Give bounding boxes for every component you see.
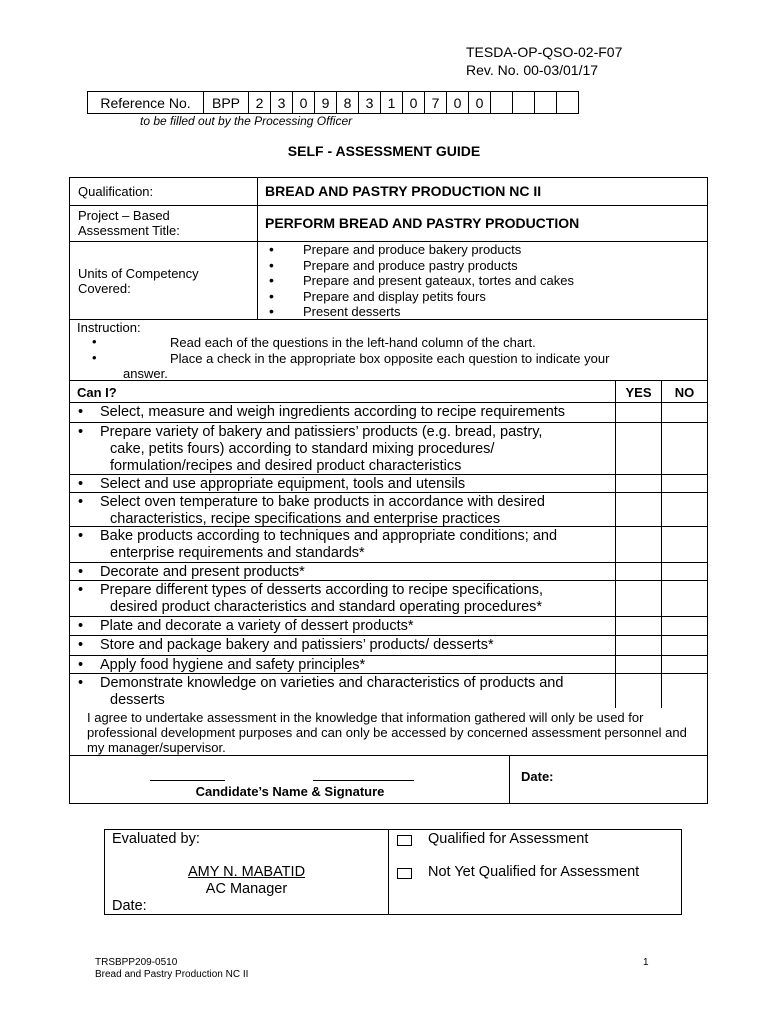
question-text: Prepare different types of desserts according to recipe specifications, (100, 582, 544, 598)
unit-item: • Prepare and display petits fours (265, 289, 574, 305)
signature-line[interactable] (150, 780, 225, 781)
qualification-row (70, 178, 707, 206)
reference-digit-cell[interactable]: 1 (381, 92, 403, 114)
no-checkbox-cell[interactable] (661, 656, 707, 673)
question-row (70, 581, 707, 617)
bullet-icon: • (78, 618, 84, 634)
question-row (70, 423, 707, 475)
not-qualified-label: Not Yet Qualified for Assessment (428, 864, 640, 880)
no-checkbox-cell[interactable] (661, 423, 707, 474)
bullet-icon: • (78, 657, 84, 673)
question-text: characteristics, recipe specifications and enterprise practices (110, 511, 501, 527)
instruction-item-continued: answer. (123, 366, 168, 381)
question-row (70, 656, 707, 674)
bullet-icon: • (78, 494, 84, 510)
can-i-header: Can I? (77, 385, 117, 400)
question-text: Select oven temperature to bake products in accordance with desired (100, 494, 545, 510)
question-row (70, 617, 707, 636)
reference-digit-cell[interactable]: 7 (425, 92, 447, 114)
evaluator-role: AC Manager (205, 881, 288, 897)
yes-checkbox-cell[interactable] (615, 403, 661, 422)
page-number: 1 (643, 957, 649, 968)
question-text: Store and package bakery and patissiers’ products/ desserts* (100, 637, 494, 653)
no-checkbox-cell[interactable] (661, 636, 707, 655)
yes-checkbox-cell[interactable] (615, 617, 661, 635)
signature-row (70, 756, 707, 803)
unit-item: • Present desserts (265, 304, 574, 320)
reference-digit-cell[interactable]: 0 (293, 92, 315, 114)
yes-header: YES (625, 385, 652, 400)
no-checkbox-cell[interactable] (661, 563, 707, 580)
unit-item: • Prepare and present gateaux, tortes and cakes (265, 273, 574, 289)
evaluated-by-label: Evaluated by: (112, 831, 200, 847)
qualified-checkbox[interactable] (397, 835, 412, 846)
instruction-item: Place a check in the appropriate box opposite each question to indicate your (170, 351, 610, 366)
form-code-block (466, 43, 622, 79)
yes-checkbox-cell[interactable] (615, 423, 661, 474)
candidate-label: Candidate’s Name & Signature (195, 784, 385, 799)
unit-item: • Prepare and produce bakery products (265, 242, 574, 258)
reference-digit-cell[interactable]: 0 (469, 92, 491, 114)
question-text: Bake products according to techniques and appropriate conditions; and (100, 528, 558, 544)
yes-checkbox-cell[interactable] (615, 581, 661, 616)
qualification-value: BREAD AND PASTRY PRODUCTION NC II (265, 183, 542, 199)
question-list (70, 403, 707, 708)
project-label: Project – Based Assessment Title: (78, 208, 180, 238)
question-row (70, 403, 707, 423)
reference-digit-cell[interactable] (513, 92, 535, 114)
question-row (70, 563, 707, 581)
qualified-label: Qualified for Assessment (428, 831, 589, 847)
form-code: TESDA-OP-QSO-02-F07 (466, 44, 623, 60)
question-text: Decorate and present products* (100, 564, 305, 580)
yes-checkbox-cell[interactable] (615, 674, 661, 708)
no-header: NO (674, 385, 695, 400)
bullet-icon: • (78, 528, 84, 544)
units-list (265, 242, 574, 320)
instruction-row (70, 320, 707, 381)
evaluation-box (104, 829, 682, 915)
question-text: Demonstrate knowledge on varieties and characteristics of products and (100, 675, 564, 691)
reference-digit-cell[interactable]: 2 (249, 92, 271, 114)
date-label: Date: (521, 769, 554, 784)
project-title: PERFORM BREAD AND PASTRY PRODUCTION (265, 215, 580, 231)
reference-digit-cell[interactable]: 3 (271, 92, 293, 114)
reference-digit-cell[interactable] (535, 92, 557, 114)
evaluator-block (105, 864, 388, 898)
reference-digit-cell[interactable]: 9 (315, 92, 337, 114)
signature-line[interactable] (313, 780, 414, 781)
question-text: desired product characteristics and standard operating procedures* (110, 599, 543, 615)
agreement-row (70, 708, 707, 756)
question-row (70, 674, 707, 708)
bullet-icon: • (78, 675, 84, 691)
question-text: Prepare variety of bakery and patissiers’ products (e.g. bread, pastry, (100, 424, 543, 440)
assessment-table (69, 177, 708, 804)
no-checkbox-cell[interactable] (661, 581, 707, 616)
yes-checkbox-cell[interactable] (615, 475, 661, 492)
footer (95, 957, 248, 981)
bullet-icon: • (78, 476, 84, 492)
question-row (70, 475, 707, 493)
reference-note: to be filled out by the Processing Officer (140, 114, 353, 128)
checklist-header-row (70, 381, 707, 403)
bullet-icon: • (78, 564, 84, 580)
footer-code: TRSBPP209-0510 (95, 957, 178, 968)
reference-digit-cell[interactable] (557, 92, 579, 114)
reference-digit-cell[interactable]: 0 (403, 92, 425, 114)
bullet-icon: • (92, 350, 97, 365)
units-row (70, 242, 707, 320)
bullet-icon: • (78, 582, 84, 598)
evaluator-name: AMY N. MABATID (187, 864, 306, 880)
question-text: Select, measure and weigh ingredients according to recipe requirements (100, 404, 566, 420)
yes-checkbox-cell[interactable] (615, 527, 661, 562)
no-checkbox-cell[interactable] (661, 493, 707, 526)
reference-label: Reference No. (88, 92, 204, 114)
question-text: cake, petits fours) according to standard mixing procedures/ (110, 441, 495, 457)
not-qualified-checkbox[interactable] (397, 868, 412, 879)
question-text: desserts (110, 692, 165, 708)
instruction-item: Read each of the questions in the left-hand column of the chart. (170, 335, 536, 350)
reference-prefix: BPP (204, 92, 249, 114)
bullet-icon: • (92, 334, 97, 349)
question-text: enterprise requirements and standards* (110, 545, 365, 561)
revision-number: Rev. No. 00-03/01/17 (466, 62, 599, 78)
no-checkbox-cell[interactable] (661, 617, 707, 635)
yes-checkbox-cell[interactable] (615, 563, 661, 580)
evaluation-date-label: Date: (112, 898, 147, 914)
unit-item: • Prepare and produce pastry products (265, 258, 574, 274)
bullet-icon: • (78, 637, 84, 653)
reference-number-row (87, 91, 579, 114)
reference-digit-cell[interactable]: 0 (447, 92, 469, 114)
agreement-text: I agree to undertake assessment in the knowledge that information gathered will only be used for professional development purposes and can only be accessed by concerned assessment personnel and my manager/supervisor. (87, 710, 687, 755)
no-checkbox-cell[interactable] (661, 403, 707, 422)
project-row (70, 206, 707, 242)
question-text: Apply food hygiene and safety principles* (100, 657, 366, 673)
question-row (70, 636, 707, 656)
instruction-label: Instruction: (77, 320, 141, 335)
question-row (70, 527, 707, 563)
question-text: Select and use appropriate equipment, tools and utensils (100, 476, 466, 492)
reference-digit-cell[interactable]: 8 (337, 92, 359, 114)
page-title: SELF - ASSESSMENT GUIDE (287, 143, 481, 159)
no-checkbox-cell[interactable] (661, 527, 707, 562)
question-text: formulation/recipes and desired product characteristics (110, 458, 462, 474)
question-row (70, 493, 707, 527)
no-checkbox-cell[interactable] (661, 674, 707, 708)
no-checkbox-cell[interactable] (661, 475, 707, 492)
bullet-icon: • (78, 404, 84, 420)
yes-checkbox-cell[interactable] (615, 493, 661, 526)
reference-digit-cell[interactable]: 3 (359, 92, 381, 114)
yes-checkbox-cell[interactable] (615, 656, 661, 673)
yes-checkbox-cell[interactable] (615, 636, 661, 655)
qualification-label: Qualification: (78, 184, 154, 199)
footer-title: Bread and Pastry Production NC II (95, 969, 249, 980)
bullet-icon: • (78, 424, 84, 440)
question-text: Plate and decorate a variety of dessert products* (100, 618, 414, 634)
reference-digit-cell[interactable] (491, 92, 513, 114)
units-label: Units of Competency Covered: (78, 266, 199, 296)
